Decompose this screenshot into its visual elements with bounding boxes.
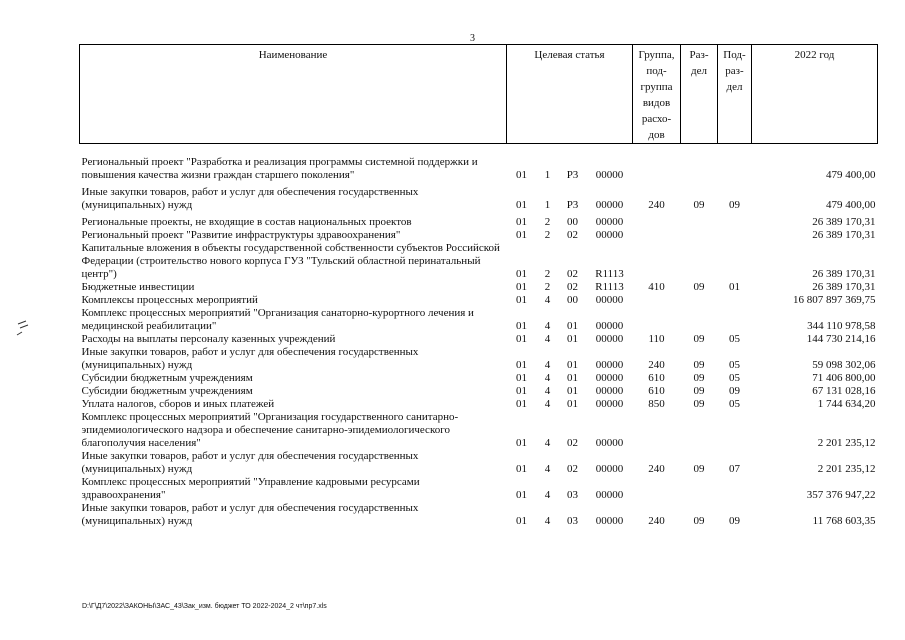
amount-2022: 59 098 302,06	[812, 359, 876, 371]
subsection-code: 05	[729, 359, 740, 371]
target-code-4: 00000	[595, 333, 624, 345]
target-code-1: 01	[516, 199, 527, 211]
table-row	[80, 450, 878, 476]
target-code-1: 01	[516, 385, 527, 397]
amount-2022: 2 201 235,12	[817, 437, 876, 449]
target-code-2: 4	[544, 385, 551, 397]
section-code	[681, 144, 718, 183]
target-code-3: P3	[566, 199, 579, 211]
section-code: 09	[693, 515, 705, 527]
subsection-code	[718, 216, 752, 229]
target-code-1: 01	[516, 372, 527, 384]
margin-mark-icon	[16, 318, 30, 344]
header-target: Целевая статья	[507, 45, 633, 144]
target-code-1: 01	[516, 359, 527, 371]
amount-2022: 344 110 978,58	[807, 320, 876, 332]
target-code-1: 01	[516, 216, 527, 228]
amount-2022: 71 406 800,00	[812, 372, 876, 384]
subsection-code: 05	[729, 398, 740, 410]
table-row	[80, 411, 878, 450]
target-code-1: 01	[516, 169, 527, 181]
expense-group	[633, 294, 681, 307]
target-code-2: 4	[544, 294, 551, 306]
expense-group: 850	[648, 398, 665, 410]
subsection-code	[718, 476, 752, 502]
target-code-2: 4	[544, 372, 551, 384]
file-path-footer: D:\Г\Д7\2022\ЗАКОНЫ\ЗАС_43\Зак_изм. бюджет ТО 2022-2024_2 чт\пр7.xls	[82, 603, 327, 610]
target-code-4: 00000	[595, 515, 624, 527]
target-code-1: 01	[516, 268, 527, 280]
target-code-2: 4	[544, 515, 551, 527]
target-code-1: 01	[516, 515, 527, 527]
row-name: Комплекс процессных мероприятий "Управление кадровыми ресурсами здравоохранения"	[81, 476, 420, 501]
section-code: 09	[693, 372, 705, 384]
target-code-4: 00000	[595, 463, 624, 475]
section-code: 09	[693, 199, 705, 211]
subsection-code	[718, 411, 752, 450]
section-code: 09	[693, 398, 705, 410]
target-code-4: 00000	[595, 372, 624, 384]
target-code-4: 00000	[595, 216, 624, 228]
section-code	[681, 229, 718, 242]
target-code-1: 01	[516, 489, 527, 501]
row-name: Иные закупки товаров, работ и услуг для обеспечения государственных (муниципальных) нужд	[81, 186, 419, 211]
target-code-4: 00000	[595, 398, 624, 410]
table-row	[80, 333, 878, 346]
expense-group: 610	[648, 385, 665, 397]
subsection-code: 09	[729, 385, 740, 397]
section-code: 09	[693, 385, 705, 397]
table-row	[80, 502, 878, 528]
target-code-2: 2	[544, 216, 551, 228]
target-code-1: 01	[516, 398, 527, 410]
target-code-3: 01	[567, 333, 578, 345]
row-name: Капитальные вложения в объекты государственной собственности субъектов Российской Федерации (строительство нового корпуса ГУЗ "Тульский областной перинатальный центр")	[81, 242, 500, 280]
subsection-code	[718, 144, 752, 183]
target-code-1: 01	[516, 320, 527, 332]
table-row	[80, 144, 878, 183]
amount-2022: 479 400,00	[826, 199, 876, 211]
header-subsection: Под-раз-дел	[718, 45, 752, 144]
table-row	[80, 398, 878, 411]
row-name: Региональный проект "Разработка и реализация программы системной поддержки и повышения качества жизни граждан старшего поколения"	[81, 156, 478, 181]
amount-2022: 357 376 947,22	[806, 489, 876, 501]
amount-2022: 144 730 214,16	[806, 333, 876, 345]
table-row	[80, 216, 878, 229]
row-name: Бюджетные инвестиции	[81, 281, 195, 293]
target-code-2: 4	[544, 333, 551, 345]
target-code-4: 00000	[595, 359, 624, 371]
row-name: Иные закупки товаров, работ и услуг для обеспечения государственных (муниципальных) нужд	[81, 450, 419, 475]
subsection-code	[718, 294, 752, 307]
expense-group	[633, 229, 681, 242]
target-code-1: 01	[516, 294, 527, 306]
row-name: Уплата налогов, сборов и иных платежей	[81, 398, 275, 410]
amount-2022: 479 400,00	[826, 169, 876, 181]
target-code-4: R1113	[595, 281, 624, 293]
target-code-1: 01	[516, 333, 527, 345]
expense-group: 110	[648, 333, 665, 345]
target-code-4: 00000	[595, 385, 624, 397]
expense-group	[633, 242, 681, 281]
table-header-row	[80, 45, 878, 144]
target-code-3: 00	[567, 216, 578, 228]
target-code-2: 1	[544, 199, 551, 211]
target-code-1: 01	[516, 437, 527, 449]
target-code-2: 1	[544, 169, 551, 181]
subsection-code	[718, 229, 752, 242]
expense-group: 240	[648, 359, 665, 371]
table-row	[80, 281, 878, 294]
target-code-3: P3	[566, 169, 579, 181]
target-code-2: 2	[544, 281, 551, 293]
target-code-1: 01	[516, 463, 527, 475]
header-year: 2022 год	[752, 45, 878, 144]
target-code-4: 00000	[595, 229, 624, 241]
target-code-2: 4	[544, 463, 551, 475]
expense-group: 240	[648, 515, 665, 527]
target-code-3: 01	[567, 320, 578, 332]
target-code-4: 00000	[595, 320, 624, 332]
row-name: Комплекс процессных мероприятий "Организация государственного санитарно-эпидемиологического надзора и обеспечение санитарно-эпидемиологического благополучия населения"	[81, 411, 459, 449]
amount-2022: 16 807 897 369,75	[793, 294, 876, 306]
amount-2022: 26 389 170,31	[812, 268, 876, 280]
section-code	[681, 216, 718, 229]
target-code-3: 01	[567, 372, 578, 384]
target-code-3: 01	[567, 398, 578, 410]
target-code-3: 02	[567, 463, 578, 475]
section-code	[681, 307, 718, 333]
amount-2022: 2 201 235,12	[817, 463, 876, 475]
table-row	[80, 307, 878, 333]
expense-group: 410	[648, 281, 665, 293]
row-name: Региональные проекты, не входящие в состав национальных проектов	[81, 216, 412, 228]
target-code-4: 00000	[595, 489, 624, 501]
target-code-3: 01	[567, 385, 578, 397]
section-code	[681, 294, 718, 307]
target-code-4: 00000	[595, 199, 624, 211]
expense-group	[633, 216, 681, 229]
target-code-2: 4	[544, 398, 551, 410]
section-code: 09	[693, 463, 705, 475]
table-row	[80, 346, 878, 372]
subsection-code: 01	[729, 281, 740, 293]
table-row	[80, 242, 878, 281]
table-row	[80, 372, 878, 385]
target-code-2: 4	[544, 320, 551, 332]
budget-table	[79, 44, 878, 528]
table-body	[80, 144, 878, 529]
target-code-4: 00000	[595, 169, 624, 181]
subsection-code: 09	[729, 199, 740, 211]
target-code-3: 01	[567, 359, 578, 371]
amount-2022: 26 389 170,31	[812, 281, 876, 293]
page-number: 3	[470, 33, 475, 44]
amount-2022: 67 131 028,16	[812, 385, 876, 397]
amount-2022: 11 768 603,35	[812, 515, 876, 527]
expense-group	[633, 307, 681, 333]
subsection-code	[718, 242, 752, 281]
table-row	[80, 294, 878, 307]
expense-group: 240	[648, 199, 665, 211]
target-code-3: 02	[567, 437, 578, 449]
row-name: Субсидии бюджетным учреждениям	[81, 372, 253, 384]
target-code-2: 2	[544, 229, 551, 241]
target-code-4: 00000	[595, 294, 624, 306]
subsection-code: 05	[729, 333, 740, 345]
header-name: Наименование	[80, 45, 507, 144]
subsection-code	[718, 307, 752, 333]
expense-group: 240	[648, 463, 665, 475]
section-code	[681, 476, 718, 502]
subsection-code: 05	[729, 372, 740, 384]
amount-2022: 1 744 634,20	[817, 398, 876, 410]
expense-group	[633, 144, 681, 183]
target-code-3: 03	[567, 489, 578, 501]
amount-2022: 26 389 170,31	[812, 216, 876, 228]
header-section: Раз-дел	[681, 45, 718, 144]
expense-group	[633, 411, 681, 450]
target-code-2: 4	[544, 359, 551, 371]
section-code	[681, 411, 718, 450]
target-code-4: 00000	[595, 437, 624, 449]
subsection-code: 09	[729, 515, 740, 527]
target-code-3: 02	[567, 281, 578, 293]
section-code: 09	[693, 333, 705, 345]
table-row	[80, 385, 878, 398]
section-code: 09	[693, 281, 705, 293]
target-code-3: 02	[567, 229, 578, 241]
table-row	[80, 186, 878, 212]
header-group: Группа, под-группа видов расхо-дов	[633, 45, 681, 144]
row-name: Расходы на выплаты персоналу казенных учреждений	[81, 333, 336, 345]
subsection-code: 07	[729, 463, 740, 475]
table-row	[80, 476, 878, 502]
amount-2022: 26 389 170,31	[812, 229, 876, 241]
target-code-2: 4	[544, 489, 551, 501]
row-name: Региональный проект "Развитие инфраструктуры здравоохранения"	[81, 229, 401, 241]
row-name: Комплексы процессных мероприятий	[81, 294, 258, 306]
row-name: Субсидии бюджетным учреждениям	[81, 385, 253, 397]
row-name: Иные закупки товаров, работ и услуг для обеспечения государственных (муниципальных) нужд	[81, 346, 419, 371]
target-code-2: 4	[544, 437, 551, 449]
target-code-3: 00	[567, 294, 578, 306]
section-code: 09	[693, 359, 705, 371]
expense-group	[633, 476, 681, 502]
target-code-3: 02	[567, 268, 578, 280]
target-code-1: 01	[516, 281, 527, 293]
expense-group: 610	[648, 372, 665, 384]
target-code-1: 01	[516, 229, 527, 241]
row-name: Комплекс процессных мероприятий "Организация санаторно-курортного лечения и медицинской реабилитации"	[81, 307, 474, 332]
section-code	[681, 242, 718, 281]
table-row	[80, 229, 878, 242]
target-code-4: R1113	[595, 268, 624, 280]
target-code-3: 03	[567, 515, 578, 527]
target-code-2: 2	[544, 268, 551, 280]
row-name: Иные закупки товаров, работ и услуг для обеспечения государственных (муниципальных) нужд	[81, 502, 419, 527]
